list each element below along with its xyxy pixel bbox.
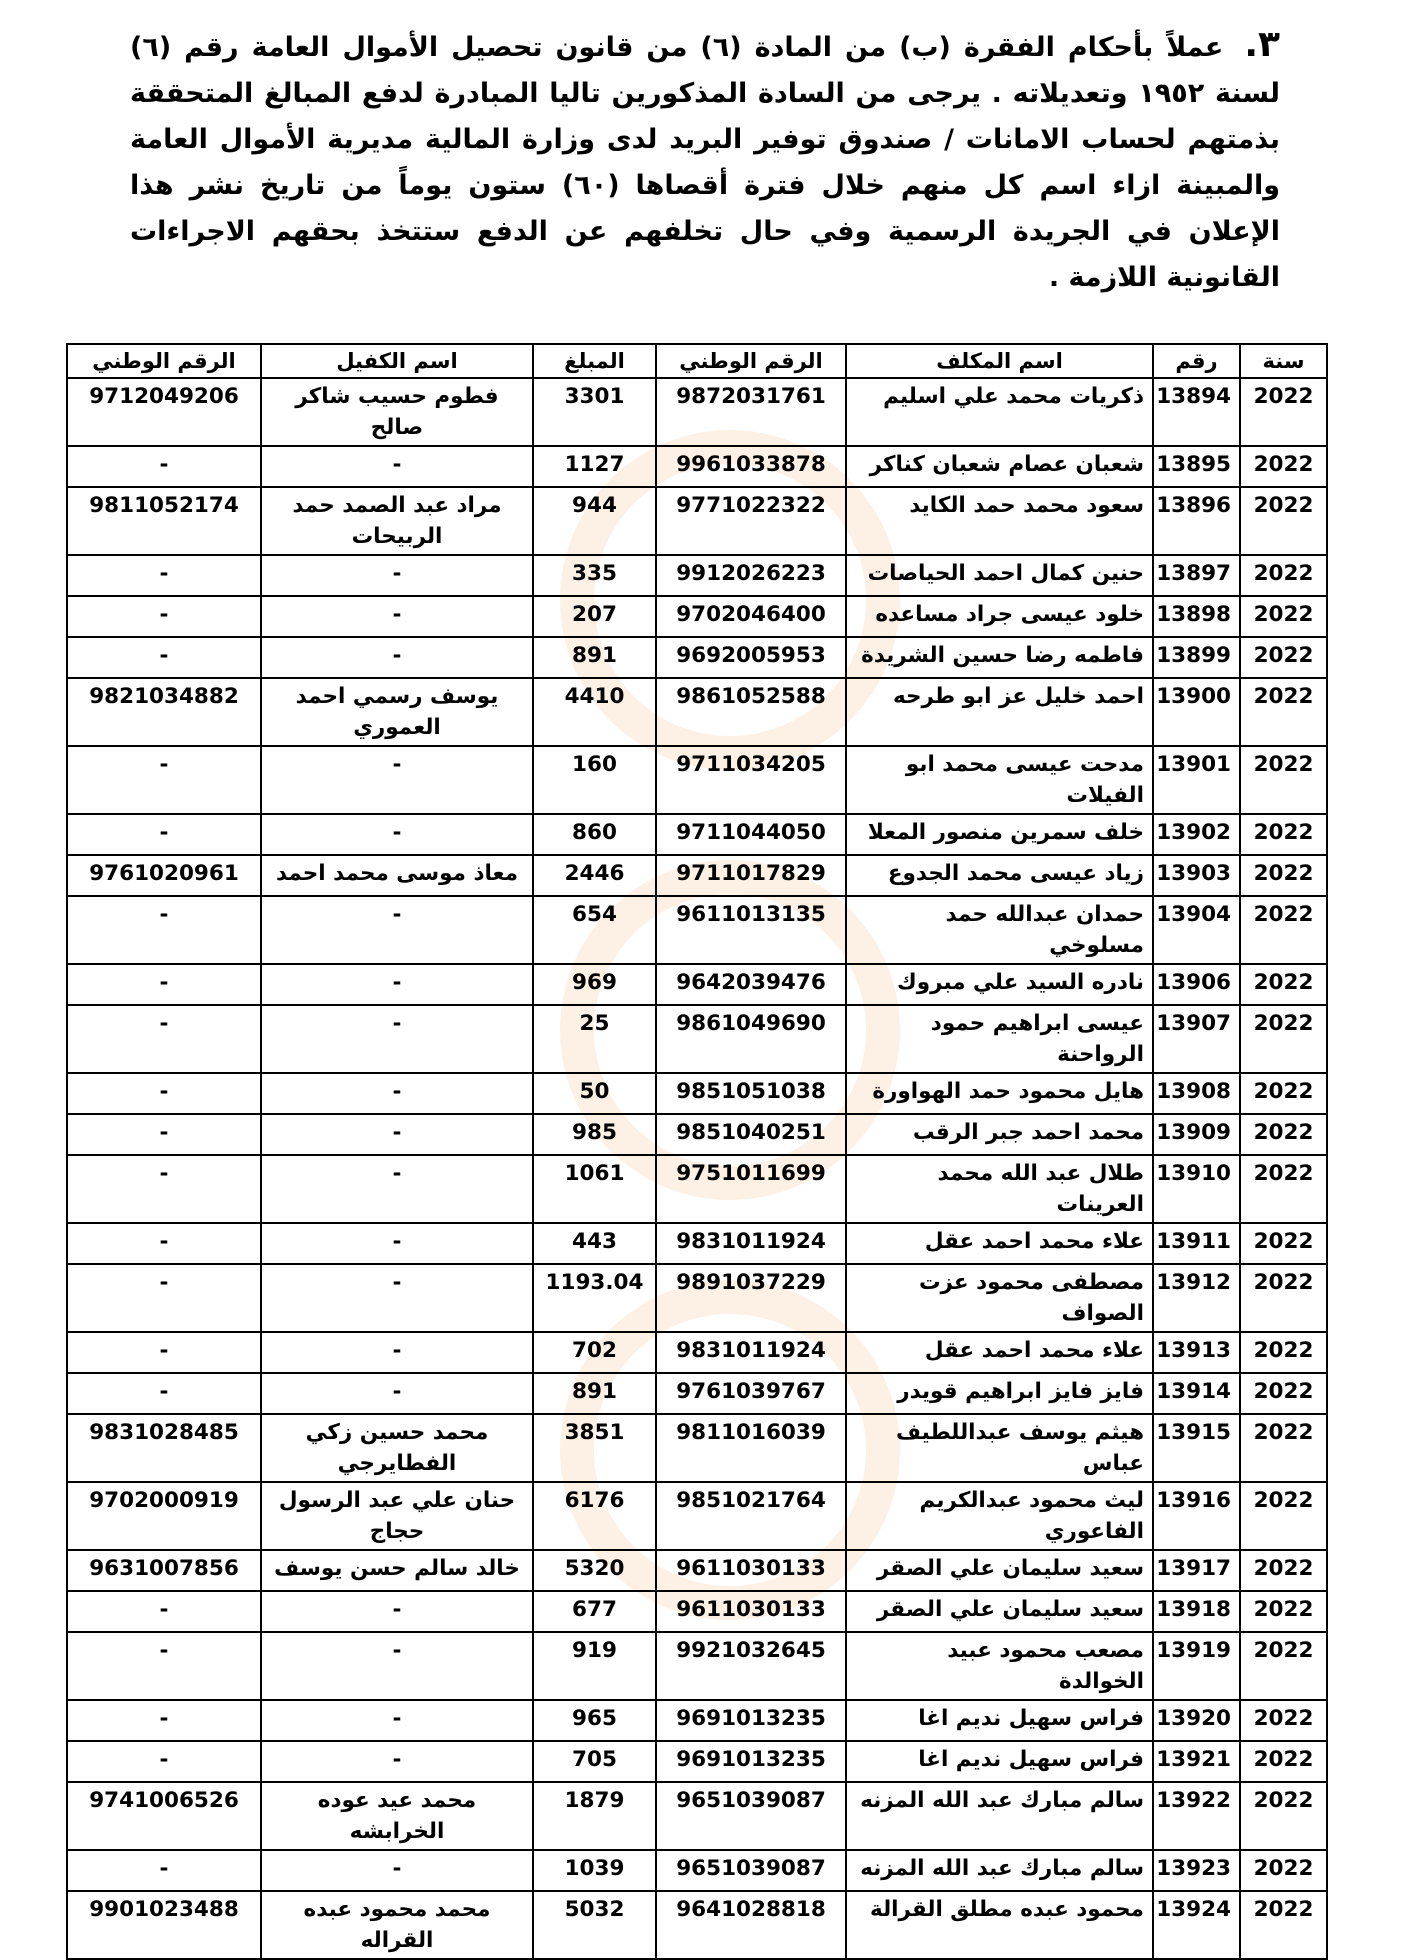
cell-guarantor: - [261, 446, 533, 487]
cell-number: 13907 [1153, 1005, 1240, 1073]
cell-number: 13903 [1153, 855, 1240, 896]
cell-guarantor: - [261, 1632, 533, 1700]
cell-number: 13915 [1153, 1414, 1240, 1482]
cell-name: خلود عيسى جراد مساعده [846, 596, 1153, 637]
cell-amount: 335 [533, 555, 656, 596]
cell-number: 13916 [1153, 1482, 1240, 1550]
cell-national-id: 9702046400 [656, 596, 846, 637]
cell-national-id: 9861052588 [656, 678, 846, 746]
cell-guarantor-id: - [67, 1700, 261, 1741]
cell-guarantor-id: - [67, 1073, 261, 1114]
cell-number: 13899 [1153, 637, 1240, 678]
cell-amount: 891 [533, 637, 656, 678]
table-row [67, 1741, 1327, 1782]
table-row [67, 1414, 1327, 1482]
cell-national-id: 9711017829 [656, 855, 846, 896]
cell-number: 13920 [1153, 1700, 1240, 1741]
cell-national-id: 9611030133 [656, 1550, 846, 1591]
cell-national-id: 9872031761 [656, 378, 846, 446]
table-row [67, 1632, 1327, 1700]
cell-name: نادره السيد علي مبروك [846, 964, 1153, 1005]
header-amount: المبلغ [533, 344, 656, 378]
cell-national-id: 9831011924 [656, 1332, 846, 1373]
cell-guarantor: مراد عبد الصمد حمد الربيحات [261, 487, 533, 555]
cell-amount: 25 [533, 1005, 656, 1073]
cell-year: 2022 [1240, 1700, 1327, 1741]
table-row [67, 814, 1327, 855]
cell-guarantor-id: 9811052174 [67, 487, 261, 555]
cell-guarantor-id: - [67, 964, 261, 1005]
cell-number: 13910 [1153, 1155, 1240, 1223]
cell-year: 2022 [1240, 596, 1327, 637]
cell-amount: 4410 [533, 678, 656, 746]
cell-number: 13921 [1153, 1741, 1240, 1782]
cell-year: 2022 [1240, 1005, 1327, 1073]
cell-guarantor-id: 9831028485 [67, 1414, 261, 1482]
cell-amount: 50 [533, 1073, 656, 1114]
cell-name: شعبان عصام شعبان كناكر [846, 446, 1153, 487]
cell-guarantor: - [261, 596, 533, 637]
cell-guarantor: - [261, 1114, 533, 1155]
cell-guarantor-id: - [67, 596, 261, 637]
cell-amount: 3851 [533, 1414, 656, 1482]
cell-name: محمد احمد جبر الرقب [846, 1114, 1153, 1155]
cell-name: مدحت عيسى محمد ابو الفيلات [846, 746, 1153, 814]
cell-amount: 860 [533, 814, 656, 855]
table-row [67, 1332, 1327, 1373]
table-row [67, 1850, 1327, 1891]
table-header-row [67, 344, 1327, 378]
cell-guarantor: - [261, 1005, 533, 1073]
cell-year: 2022 [1240, 1632, 1327, 1700]
cell-guarantor-id: - [67, 637, 261, 678]
cell-year: 2022 [1240, 678, 1327, 746]
cell-number: 13912 [1153, 1264, 1240, 1332]
cell-guarantor: محمد عيد عوده الخرابشه [261, 1782, 533, 1850]
cell-name: هايل محمود حمد الهواورة [846, 1073, 1153, 1114]
cell-amount: 3301 [533, 378, 656, 446]
cell-national-id: 9912026223 [656, 555, 846, 596]
cell-national-id: 9641028818 [656, 1891, 846, 1959]
cell-guarantor-id: - [67, 1741, 261, 1782]
cell-national-id: 9751011699 [656, 1155, 846, 1223]
cell-national-id: 9811016039 [656, 1414, 846, 1482]
table-row [67, 855, 1327, 896]
cell-amount: 1061 [533, 1155, 656, 1223]
intro-paragraph [130, 22, 1280, 301]
cell-national-id: 9651039087 [656, 1782, 846, 1850]
debtors-table [66, 343, 1328, 1960]
cell-name: ليث محمود عبدالكريم الفاعوري [846, 1482, 1153, 1550]
cell-national-id: 9861049690 [656, 1005, 846, 1073]
cell-name: سعيد سليمان علي الصقر [846, 1591, 1153, 1632]
cell-name: احمد خليل عز ابو طرحه [846, 678, 1153, 746]
cell-guarantor-id: - [67, 1632, 261, 1700]
cell-name: سعيد سليمان علي الصقر [846, 1550, 1153, 1591]
cell-number: 13913 [1153, 1332, 1240, 1373]
cell-year: 2022 [1240, 637, 1327, 678]
cell-guarantor-id: - [67, 1005, 261, 1073]
cell-guarantor-id: - [67, 446, 261, 487]
cell-number: 13919 [1153, 1632, 1240, 1700]
table-row [67, 378, 1327, 446]
cell-guarantor-id: - [67, 746, 261, 814]
cell-national-id: 9611030133 [656, 1591, 846, 1632]
cell-name: محمود عبده مطلق القرالة [846, 1891, 1153, 1959]
cell-year: 2022 [1240, 1264, 1327, 1332]
cell-number: 13896 [1153, 487, 1240, 555]
header-national-id: الرقم الوطني [656, 344, 846, 378]
table-row [67, 1700, 1327, 1741]
cell-guarantor-id: 9901023488 [67, 1891, 261, 1959]
cell-national-id: 9642039476 [656, 964, 846, 1005]
cell-year: 2022 [1240, 1741, 1327, 1782]
table-row [67, 1073, 1327, 1114]
cell-guarantor: - [261, 896, 533, 964]
cell-guarantor: - [261, 1155, 533, 1223]
cell-name: سالم مبارك عبد الله المزنه [846, 1850, 1153, 1891]
table-row [67, 555, 1327, 596]
cell-guarantor: - [261, 1591, 533, 1632]
cell-guarantor: - [261, 1700, 533, 1741]
cell-number: 13918 [1153, 1591, 1240, 1632]
cell-guarantor: - [261, 637, 533, 678]
cell-name: حنين كمال احمد الحياصات [846, 555, 1153, 596]
table-row [67, 446, 1327, 487]
table-row [67, 1891, 1327, 1959]
cell-year: 2022 [1240, 1414, 1327, 1482]
cell-national-id: 9692005953 [656, 637, 846, 678]
cell-number: 13897 [1153, 555, 1240, 596]
cell-guarantor: محمد محمود عبده القراله [261, 1891, 533, 1959]
cell-guarantor: - [261, 1332, 533, 1373]
cell-guarantor-id: 9761020961 [67, 855, 261, 896]
cell-national-id: 9691013235 [656, 1700, 846, 1741]
cell-year: 2022 [1240, 1332, 1327, 1373]
cell-national-id: 9761039767 [656, 1373, 846, 1414]
cell-year: 2022 [1240, 1114, 1327, 1155]
cell-amount: 1039 [533, 1850, 656, 1891]
table-row [67, 1264, 1327, 1332]
cell-guarantor: - [261, 1373, 533, 1414]
cell-guarantor: معاذ موسى محمد احمد [261, 855, 533, 896]
cell-number: 13904 [1153, 896, 1240, 964]
cell-number: 13908 [1153, 1073, 1240, 1114]
cell-national-id: 9851040251 [656, 1114, 846, 1155]
cell-guarantor-id: - [67, 1332, 261, 1373]
table-row [67, 1550, 1327, 1591]
cell-year: 2022 [1240, 896, 1327, 964]
table-row [67, 964, 1327, 1005]
table-row [67, 1482, 1327, 1550]
cell-year: 2022 [1240, 964, 1327, 1005]
cell-amount: 965 [533, 1700, 656, 1741]
cell-amount: 443 [533, 1223, 656, 1264]
cell-year: 2022 [1240, 1591, 1327, 1632]
cell-number: 13901 [1153, 746, 1240, 814]
cell-guarantor: - [261, 1073, 533, 1114]
cell-name: سعود محمد حمد الكايد [846, 487, 1153, 555]
cell-number: 13922 [1153, 1782, 1240, 1850]
cell-guarantor: - [261, 555, 533, 596]
cell-name: فراس سهيل نديم اغا [846, 1700, 1153, 1741]
cell-name: علاء محمد احمد عقل [846, 1223, 1153, 1264]
cell-amount: 654 [533, 896, 656, 964]
cell-amount: 1879 [533, 1782, 656, 1850]
table-row [67, 1373, 1327, 1414]
table-row [67, 1782, 1327, 1850]
cell-amount: 207 [533, 596, 656, 637]
cell-number: 13924 [1153, 1891, 1240, 1959]
cell-number: 13914 [1153, 1373, 1240, 1414]
cell-year: 2022 [1240, 446, 1327, 487]
cell-guarantor: - [261, 1223, 533, 1264]
cell-number: 13923 [1153, 1850, 1240, 1891]
cell-national-id: 9771022322 [656, 487, 846, 555]
cell-guarantor-id: 9712049206 [67, 378, 261, 446]
cell-amount: 985 [533, 1114, 656, 1155]
cell-number: 13895 [1153, 446, 1240, 487]
cell-guarantor-id: 9821034882 [67, 678, 261, 746]
cell-guarantor: يوسف رسمي احمد العموري [261, 678, 533, 746]
cell-name: ذكريات محمد علي اسليم [846, 378, 1153, 446]
cell-amount: 944 [533, 487, 656, 555]
table-row [67, 1591, 1327, 1632]
cell-amount: 891 [533, 1373, 656, 1414]
cell-national-id: 9851021764 [656, 1482, 846, 1550]
cell-guarantor-id: 9702000919 [67, 1482, 261, 1550]
cell-number: 13911 [1153, 1223, 1240, 1264]
cell-number: 13909 [1153, 1114, 1240, 1155]
cell-amount: 5032 [533, 1891, 656, 1959]
cell-amount: 705 [533, 1741, 656, 1782]
cell-guarantor-id: - [67, 555, 261, 596]
header-number: رقم [1153, 344, 1240, 378]
cell-name: فايز فايز ابراهيم قويدر [846, 1373, 1153, 1414]
cell-national-id: 9651039087 [656, 1850, 846, 1891]
cell-national-id: 9891037229 [656, 1264, 846, 1332]
cell-year: 2022 [1240, 1550, 1327, 1591]
cell-name: سالم مبارك عبد الله المزنه [846, 1782, 1153, 1850]
cell-national-id: 9831011924 [656, 1223, 846, 1264]
cell-guarantor: - [261, 814, 533, 855]
cell-guarantor-id: - [67, 1850, 261, 1891]
cell-guarantor: محمد حسين زكي الفطايرجي [261, 1414, 533, 1482]
cell-year: 2022 [1240, 1373, 1327, 1414]
table-body [67, 378, 1327, 1959]
cell-number: 13906 [1153, 964, 1240, 1005]
table-row [67, 596, 1327, 637]
cell-amount: 160 [533, 746, 656, 814]
cell-year: 2022 [1240, 1482, 1327, 1550]
cell-amount: 702 [533, 1332, 656, 1373]
cell-year: 2022 [1240, 746, 1327, 814]
cell-amount: 6176 [533, 1482, 656, 1550]
cell-guarantor: - [261, 964, 533, 1005]
cell-amount: 919 [533, 1632, 656, 1700]
paragraph-number: ٣. [1244, 24, 1280, 65]
cell-guarantor-id: - [67, 1155, 261, 1223]
cell-amount: 677 [533, 1591, 656, 1632]
cell-guarantor-id: - [67, 1373, 261, 1414]
cell-number: 13898 [1153, 596, 1240, 637]
cell-number: 13900 [1153, 678, 1240, 746]
cell-national-id: 9961033878 [656, 446, 846, 487]
cell-year: 2022 [1240, 1073, 1327, 1114]
cell-guarantor: فطوم حسيب شاكر صالح [261, 378, 533, 446]
cell-year: 2022 [1240, 1155, 1327, 1223]
cell-number: 13894 [1153, 378, 1240, 446]
cell-year: 2022 [1240, 1782, 1327, 1850]
cell-guarantor: حنان علي عبد الرسول حجاج [261, 1482, 533, 1550]
cell-guarantor-id: - [67, 896, 261, 964]
cell-name: فاطمه رضا حسين الشريدة [846, 637, 1153, 678]
header-guarantor: اسم الكفيل [261, 344, 533, 378]
cell-national-id: 9711044050 [656, 814, 846, 855]
cell-year: 2022 [1240, 1850, 1327, 1891]
cell-guarantor-id: 9631007856 [67, 1550, 261, 1591]
table-row [67, 896, 1327, 964]
cell-name: مصطفى محمود عزت الصواف [846, 1264, 1153, 1332]
header-name: اسم المكلف [846, 344, 1153, 378]
table-row [67, 1114, 1327, 1155]
cell-year: 2022 [1240, 1891, 1327, 1959]
cell-guarantor: - [261, 1741, 533, 1782]
cell-guarantor-id: - [67, 814, 261, 855]
cell-amount: 2446 [533, 855, 656, 896]
cell-year: 2022 [1240, 855, 1327, 896]
table-row [67, 487, 1327, 555]
cell-amount: 969 [533, 964, 656, 1005]
cell-name: عيسى ابراهيم حمود الرواحنة [846, 1005, 1153, 1073]
cell-year: 2022 [1240, 555, 1327, 596]
cell-year: 2022 [1240, 487, 1327, 555]
cell-amount: 1193.04 [533, 1264, 656, 1332]
cell-amount: 5320 [533, 1550, 656, 1591]
cell-national-id: 9611013135 [656, 896, 846, 964]
cell-amount: 1127 [533, 446, 656, 487]
table-row [67, 746, 1327, 814]
cell-national-id: 9711034205 [656, 746, 846, 814]
cell-name: حمدان عبدالله حمد مسلوخي [846, 896, 1153, 964]
cell-national-id: 9851051038 [656, 1073, 846, 1114]
table-row [67, 1223, 1327, 1264]
cell-year: 2022 [1240, 378, 1327, 446]
cell-name: علاء محمد احمد عقل [846, 1332, 1153, 1373]
table-row [67, 1155, 1327, 1223]
header-year: سنة [1240, 344, 1327, 378]
cell-guarantor: - [261, 1850, 533, 1891]
cell-national-id: 9921032645 [656, 1632, 846, 1700]
cell-name: طلال عبد الله محمد العرينات [846, 1155, 1153, 1223]
cell-guarantor-id: - [67, 1114, 261, 1155]
cell-year: 2022 [1240, 814, 1327, 855]
header-guarantor-id: الرقم الوطني [67, 344, 261, 378]
table-row [67, 678, 1327, 746]
cell-guarantor-id: - [67, 1264, 261, 1332]
cell-guarantor: - [261, 1264, 533, 1332]
cell-guarantor-id: - [67, 1591, 261, 1632]
table-row [67, 637, 1327, 678]
cell-name: خلف سمرين منصور المعلا [846, 814, 1153, 855]
cell-guarantor: خالد سالم حسن يوسف [261, 1550, 533, 1591]
cell-year: 2022 [1240, 1223, 1327, 1264]
paragraph-text: عملاً بأحكام الفقرة (ب) من المادة (٦) من قانون تحصيل الأموال العامة رقم (٦) لسنة ١٩٥٢ وتعديلاته . يرجى من السادة المذكورين تاليا المبادرة لدفع المبالغ المتحققة بذمتهم لحساب الامانات / صندوق توفير البريد لدى وزارة المالية مديرية الأموال العامة والمبينة ازاء اسم كل منهم خلال فترة أقصاها (٦٠) ستون يوماً من تاريخ نشر هذا الإعلان في الجريدة الرسمية وفي حال تخلفهم عن الدفع ستتخذ بحقهم الاجراءات القانونية اللازمة . [130, 32, 1280, 293]
cell-guarantor-id: - [67, 1223, 261, 1264]
cell-name: مصعب محمود عبيد الخوالدة [846, 1632, 1153, 1700]
cell-number: 13917 [1153, 1550, 1240, 1591]
cell-name: زياد عيسى محمد الجدوع [846, 855, 1153, 896]
cell-name: هيثم يوسف عبداللطيف عباس [846, 1414, 1153, 1482]
cell-number: 13902 [1153, 814, 1240, 855]
cell-name: فراس سهيل نديم اغا [846, 1741, 1153, 1782]
table-row [67, 1005, 1327, 1073]
cell-guarantor-id: 9741006526 [67, 1782, 261, 1850]
cell-national-id: 9691013235 [656, 1741, 846, 1782]
cell-guarantor: - [261, 746, 533, 814]
